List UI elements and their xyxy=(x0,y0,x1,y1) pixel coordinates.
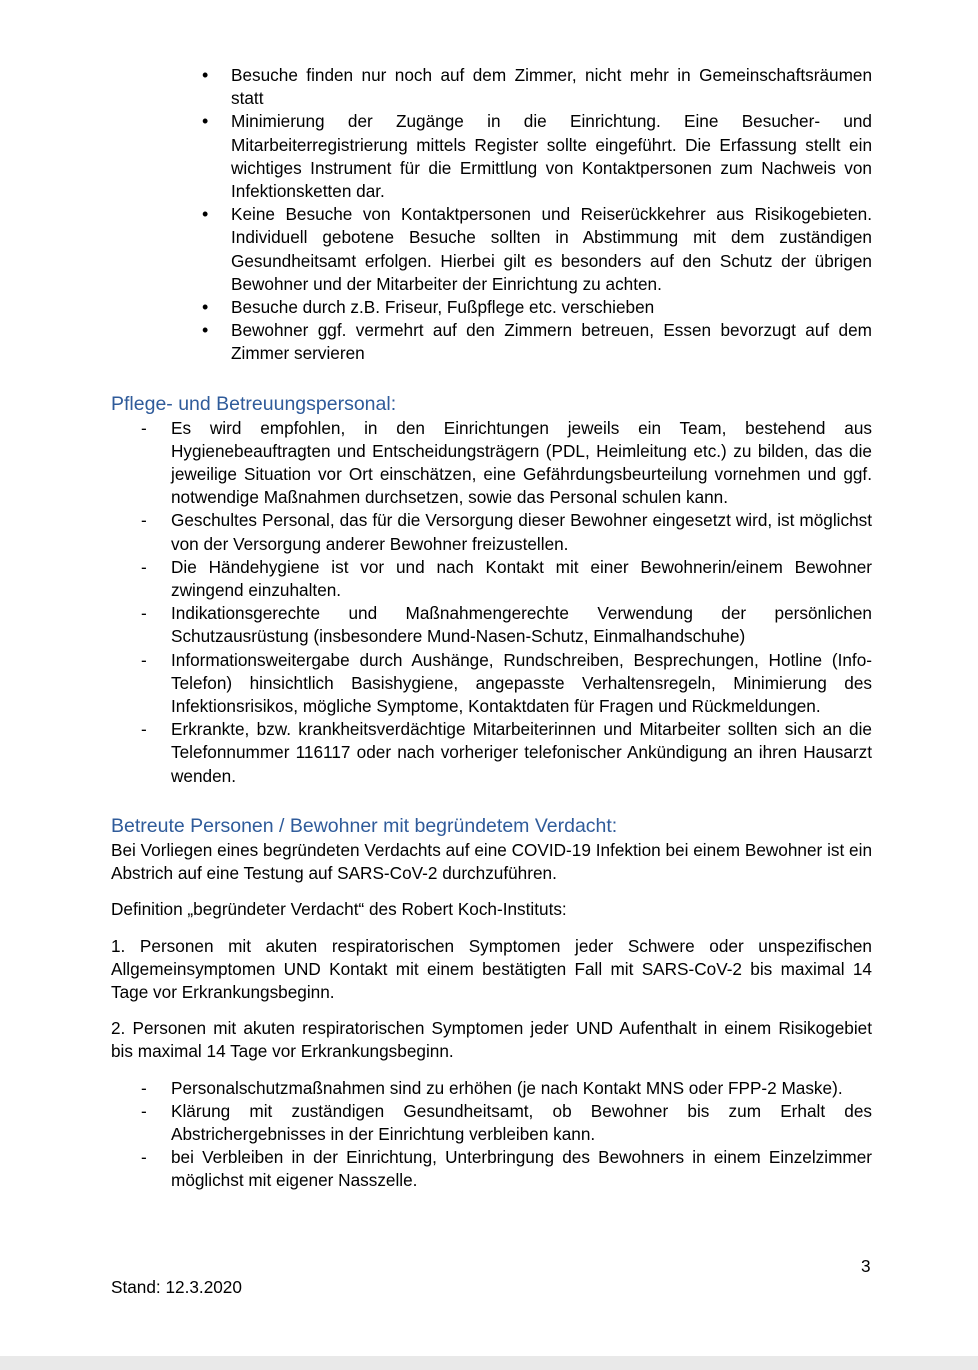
staff-measures-list xyxy=(111,417,872,788)
definition-label: Definition „begründeter Verdacht“ des Robert Koch-Instituts: xyxy=(111,899,567,920)
list-item: • Besuche durch z.B. Friseur, Fußpflege etc. verschieben xyxy=(231,296,872,319)
list-item: • Minimierung der Zugänge in die Einrichtung. Eine Besucher- und Mitarbeiterregistrierung mittels Register sollte eingeführt. Die Erfassung stellt ein wichtiges Instrument für die Ermittlung von Kontaktpersonen zum Nachweis von Infektionsketten dar. xyxy=(231,110,872,203)
page-content xyxy=(111,64,872,1193)
list-item: - Die Händehygiene ist vor und nach Kontakt mit einer Bewohnerin/einem Bewohner zwingend einzuhalten. xyxy=(171,556,872,602)
list-item: - Es wird empfohlen, in den Einrichtungen jeweils ein Team, bestehend aus Hygienebeauftragten und Entscheidungsträgern (PDL, Heimleitung etc.) zu bilden, das die jeweilige Situation vor Ort einschätzen, eine Gefährdungsbeurteilung vornehmen und ggf. notwendige Maßnahmen durchsetzen, sowie das Personal schulen kann. xyxy=(171,417,872,510)
list-item: - Informationsweitergabe durch Aushänge, Rundschreiben, Besprechungen, Hotline (Info-Telefon) hinsichtlich Basishygiene, angepasste Verhaltensregeln, Minimierung des Infektionsrisikos, mögliche Symptome, Kontaktdaten für Fragen und Rückmeldungen. xyxy=(171,649,872,719)
list-item: • Keine Besuche von Kontaktpersonen und Reiserückkehrer aus Risikogebieten. Individuell gebotene Besuche sollten in Abstimmung mit dem zuständigen Gesundheitsamt erfolgen. Hierbei gilt es besonders auf den Schutz der übrigen Bewohner und der Mitarbeiter der Einrichtung zu achten. xyxy=(231,203,872,296)
section-heading-staff: Pflege- und Betreuungspersonal: xyxy=(111,392,397,415)
list-item: - Erkrankte, bzw. krankheitsverdächtige Mitarbeiterinnen und Mitarbeiter sollten sich an die Telefonnummer 116117 oder nach vorheriger telefonischer Ankündigung an ihren Hausarzt wenden. xyxy=(171,718,872,788)
list-item: - Indikationsgerechte und Maßnahmengerechte Verwendung der persönlichen Schutzausrüstung (insbesondere Mund-Nasen-Schutz, Einmalhandschuhe) xyxy=(171,602,872,648)
suspected-intro: Bei Vorliegen eines begründeten Verdachts auf eine COVID-19 Infektion bei einem Bewohner ist ein Abstrich auf eine Testung auf SARS-CoV-2 durchzuführen. xyxy=(111,839,872,884)
list-item: - Klärung mit zuständigen Gesundheitsamt, ob Bewohner bis zum Erhalt des Abstrichergebnisses in der Einrichtung verbleiben kann. xyxy=(171,1100,872,1146)
list-item: - Personalschutzmaßnahmen sind zu erhöhen (je nach Kontakt MNS oder FPP-2 Maske). xyxy=(171,1077,872,1100)
page-number: 3 xyxy=(861,1256,871,1276)
list-item: - bei Verbleiben in der Einrichtung, Unterbringung des Bewohners in einem Einzelzimmer möglichst mit eigener Nasszelle. xyxy=(171,1146,872,1192)
footer-date: Stand: 12.3.2020 xyxy=(111,1277,242,1297)
list-item: • Bewohner ggf. vermehrt auf den Zimmern betreuen, Essen bevorzugt auf dem Zimmer servieren xyxy=(231,319,872,365)
visit-rules-list xyxy=(111,64,872,366)
list-item: • Besuche finden nur noch auf dem Zimmer, nicht mehr in Gemeinschaftsräumen statt xyxy=(231,64,872,110)
criterion-2: 2. Personen mit akuten respiratorischen Symptomen jeder UND Aufenthalt in einem Risikogebiet bis maximal 14 Tage vor Erkrankungsbeginn. xyxy=(111,1018,872,1062)
section-heading-suspected: Betreute Personen / Bewohner mit begründetem Verdacht: xyxy=(111,814,618,837)
suspected-measures-list xyxy=(111,1077,872,1193)
list-item: - Geschultes Personal, das für die Versorgung dieser Bewohner eingesetzt wird, ist möglichst von der Versorgung anderer Bewohner freizustellen. xyxy=(171,509,872,555)
criterion-1: 1. Personen mit akuten respiratorischen Symptomen jeder Schwere oder unspezifischen Allgemeinsymptomen UND Kontakt mit einem bestätigten Fall mit SARS-CoV-2 bis maximal 14 Tage vor Erkrankungsbeginn. xyxy=(111,935,872,1002)
